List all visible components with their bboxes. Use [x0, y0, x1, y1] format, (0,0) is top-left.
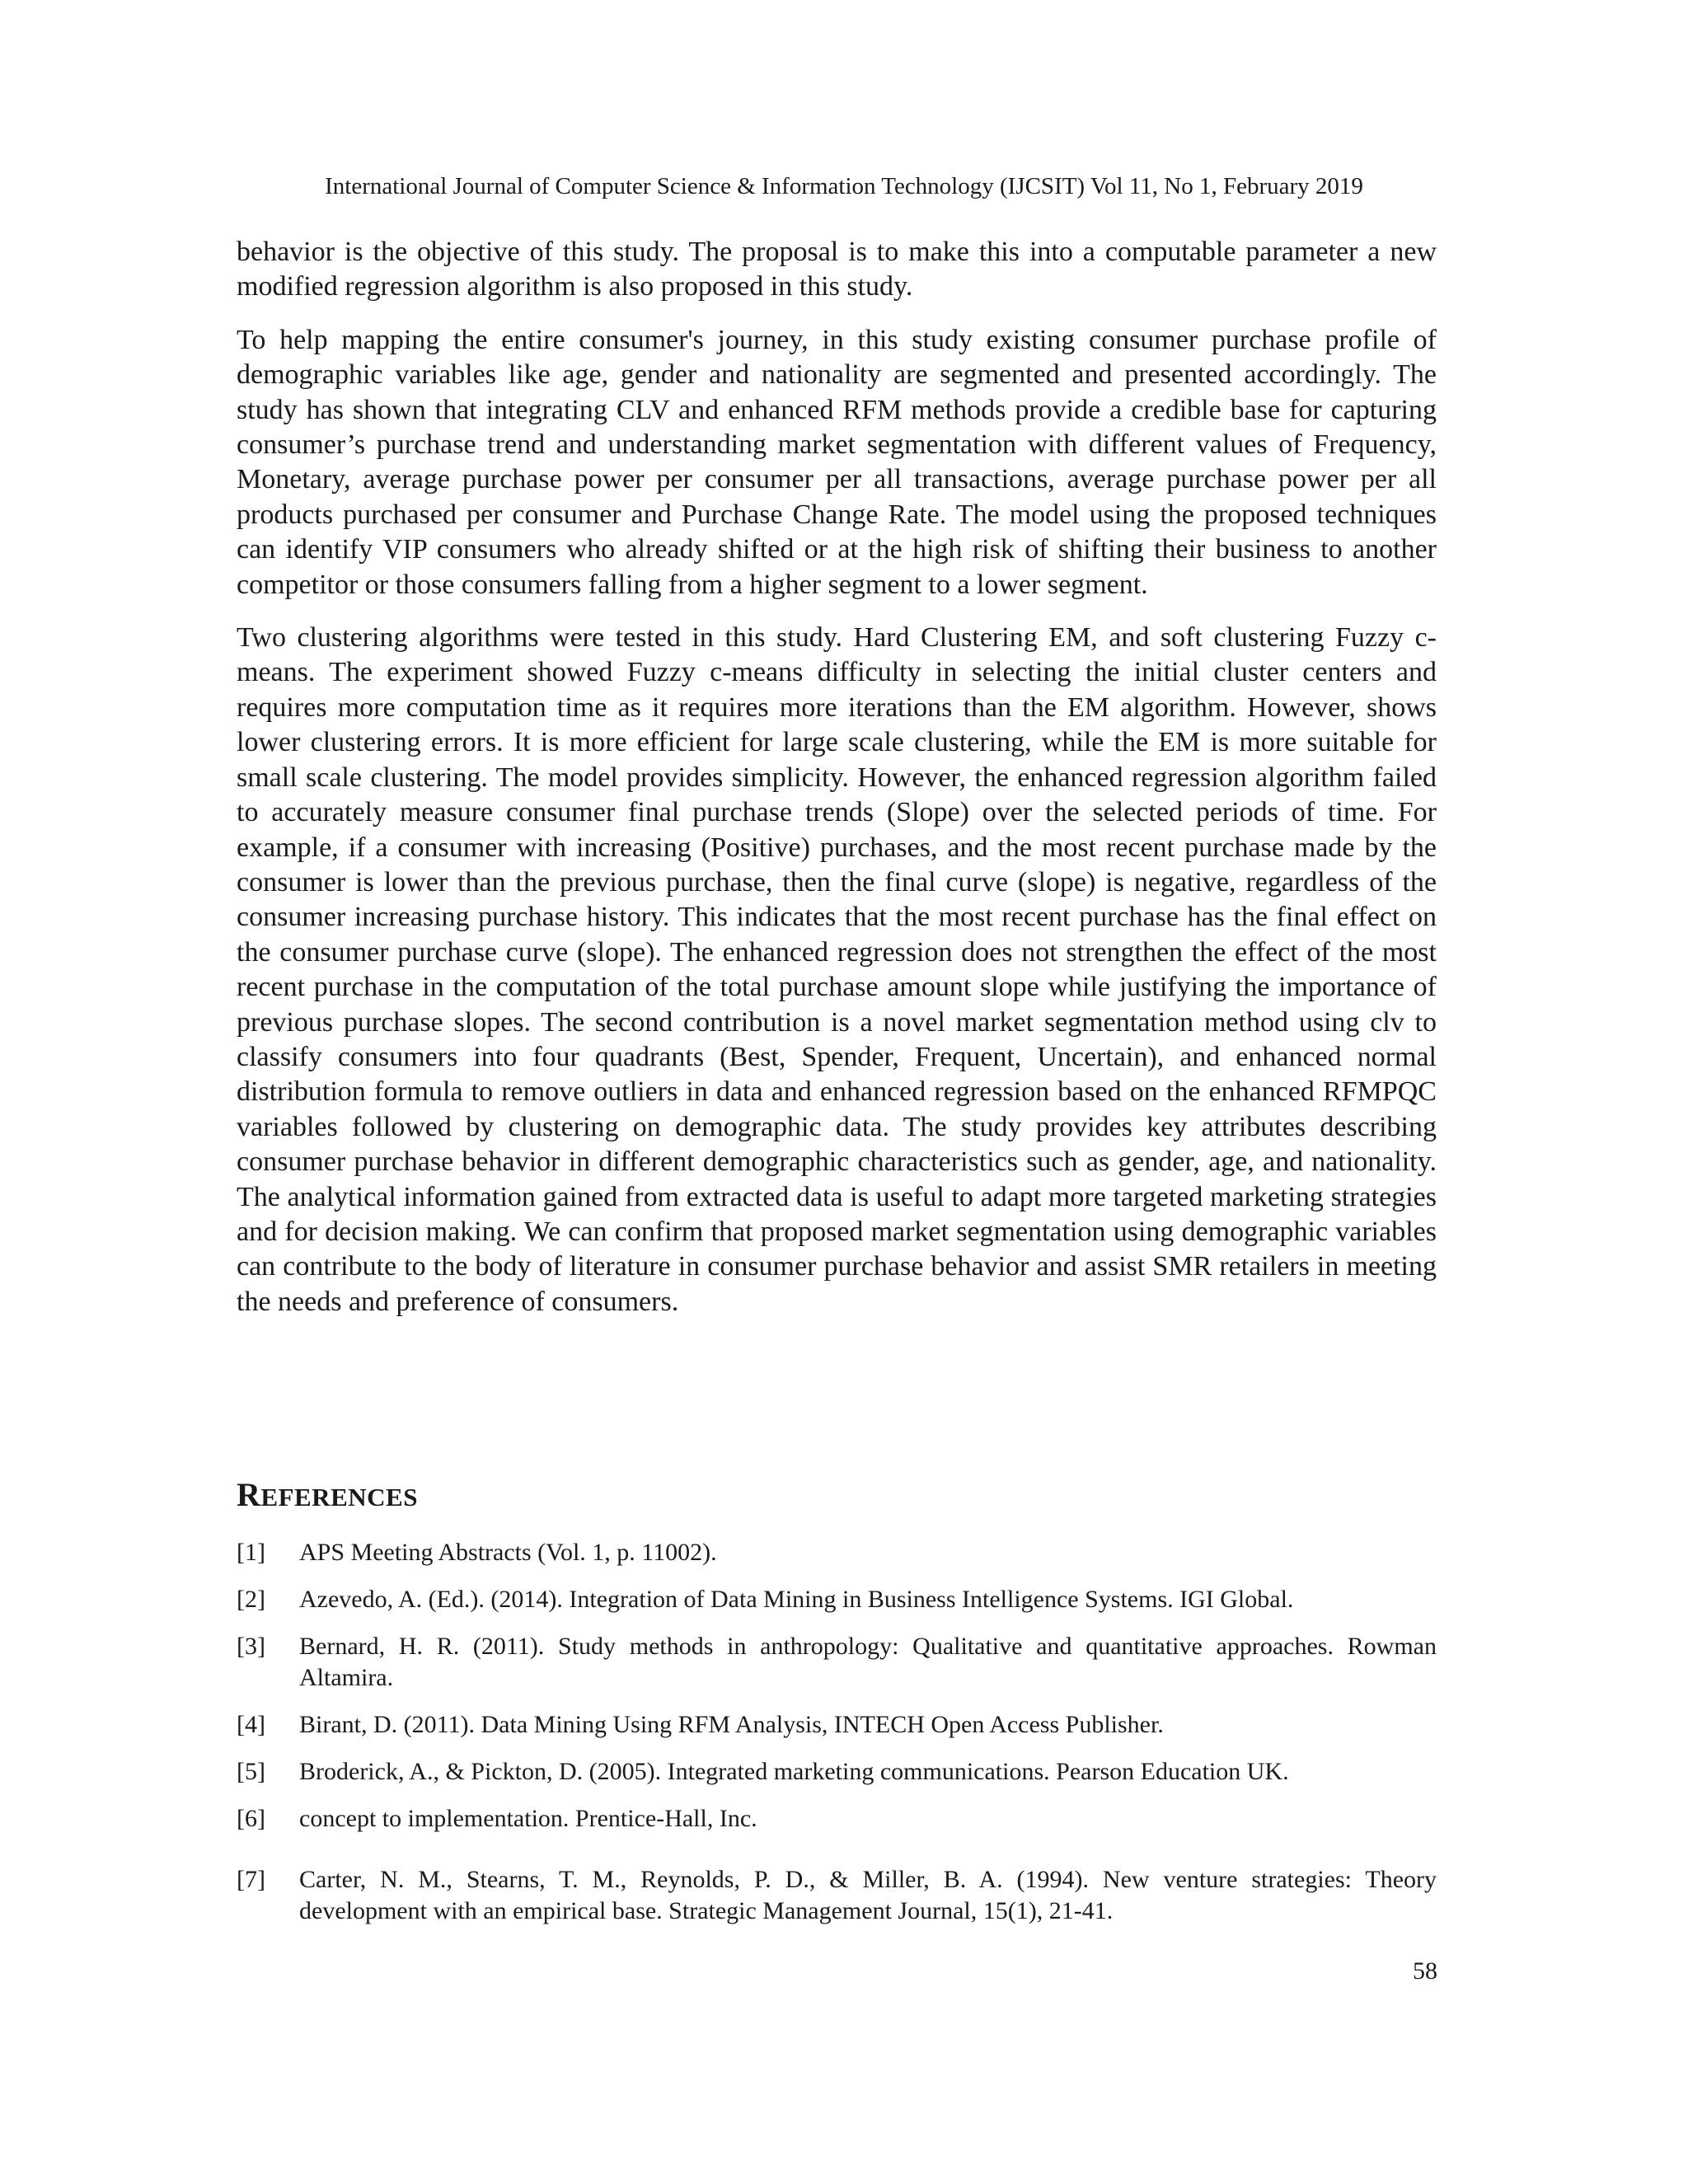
references-list	[237, 1537, 1437, 1943]
reference-number: [7]	[237, 1866, 265, 1893]
references-heading	[237, 1475, 418, 1517]
reference-text: Azevedo, A. (Ed.). (2014). Integration of Data Mining in Business Intelligence Systems. IGI Global.	[299, 1586, 1294, 1613]
reference-item	[237, 1537, 1437, 1568]
reference-item	[237, 1864, 1437, 1927]
reference-number: [5]	[237, 1758, 265, 1785]
conclusion-body	[237, 235, 1437, 1338]
reference-number: [6]	[237, 1805, 265, 1832]
reference-number: [4]	[237, 1711, 265, 1738]
page-number: 58	[1413, 1957, 1437, 1985]
reference-item	[237, 1631, 1437, 1694]
reference-text: concept to implementation. Prentice-Hall, Inc.	[299, 1805, 757, 1832]
references-heading-initial: R	[237, 1476, 261, 1513]
reference-number: [2]	[237, 1586, 265, 1613]
body-paragraph: behavior is the objective of this study. The proposal is to make this into a computable parameter a new modified regression algorithm is also proposed in this study.	[237, 237, 1437, 302]
reference-text: Carter, N. M., Stearns, T. M., Reynolds, P. D., & Miller, B. A. (1994). New venture strategies: Theory development with an empirical base. Strategic Management Journal, 15(1), 21-41.	[299, 1866, 1437, 1924]
reference-item	[237, 1803, 1437, 1835]
reference-text: APS Meeting Abstracts (Vol. 1, p. 11002).	[299, 1539, 717, 1566]
body-paragraph: To help mapping the entire consumer's journey, in this study existing consumer purchase profile of demographic variables like age, gender and nationality are segmented and presented accordingly. The study has shown that integrating CLV and enhanced RFM methods provide a credible base for capturing consumer’s purchase trend and understanding market segmentation with different values of Frequency, Monetary, average purchase power per consumer per all transactions, average purchase power per all products purchased per consumer and Purchase Change Rate. The model using the proposed techniques can identify VIP consumers who already shifted or at the high risk of shifting their business to another competitor or those consumers falling from a higher segment to a lower segment.	[237, 324, 1437, 600]
references-heading-rest: EFERENCES	[260, 1483, 418, 1511]
running-header: International Journal of Computer Science & Information Technology (IJCSIT) Vol 11, No 1, February 2019	[325, 173, 1363, 199]
reference-text: Bernard, H. R. (2011). Study methods in anthropology: Qualitative and quantitative approaches. Rowman Altamira.	[299, 1633, 1437, 1691]
reference-number: [1]	[237, 1539, 265, 1566]
reference-text: Birant, D. (2011). Data Mining Using RFM Analysis, INTECH Open Access Publisher.	[299, 1711, 1164, 1738]
reference-item	[237, 1756, 1437, 1788]
reference-number: [3]	[237, 1633, 265, 1660]
reference-item	[237, 1584, 1437, 1615]
reference-text: Broderick, A., & Pickton, D. (2005). Integrated marketing communications. Pearson Education UK.	[299, 1758, 1289, 1785]
body-paragraph: Two clustering algorithms were tested in this study. Hard Clustering EM, and soft clustering Fuzzy c-means. The experiment showed Fuzzy c-means difficulty in selecting the initial cluster centers and requires more computation time as it requires more iterations than the EM algorithm. However, shows lower clustering errors. It is more efficient for large scale clustering, while the EM is more suitable for small scale clustering. The model provides simplicity. However, the enhanced regression algorithm failed to accurately measure consumer final purchase trends (Slope) over the selected periods of time. For example, if a consumer with increasing (Positive) purchases, and the most recent purchase made by the consumer is lower than the previous purchase, then the final curve (slope) is negative, regardless of the consumer increasing purchase history. This indicates that the most recent purchase has the final effect on the consumer purchase curve (slope). The enhanced regression does not strengthen the effect of the most recent purchase in the computation of the total purchase amount slope while justifying the importance of previous purchase slopes. The second contribution is a novel market segmentation method using clv to classify consumers into four quadrants (Best, Spender, Frequent, Uncertain), and enhanced normal distribution formula to remove outliers in data and enhanced regression based on the enhanced RFMPQC variables followed by clustering on demographic data. The study provides key attributes describing consumer purchase behavior in different demographic characteristics such as gender, age, and nationality. The analytical information gained from extracted data is useful to adapt more targeted marketing strategies and for decision making. We can confirm that proposed market segmentation using demographic variables can contribute to the body of literature in consumer purchase behavior and assist SMR retailers in meeting the needs and preference of consumers.	[237, 622, 1437, 1317]
reference-item	[237, 1709, 1437, 1741]
